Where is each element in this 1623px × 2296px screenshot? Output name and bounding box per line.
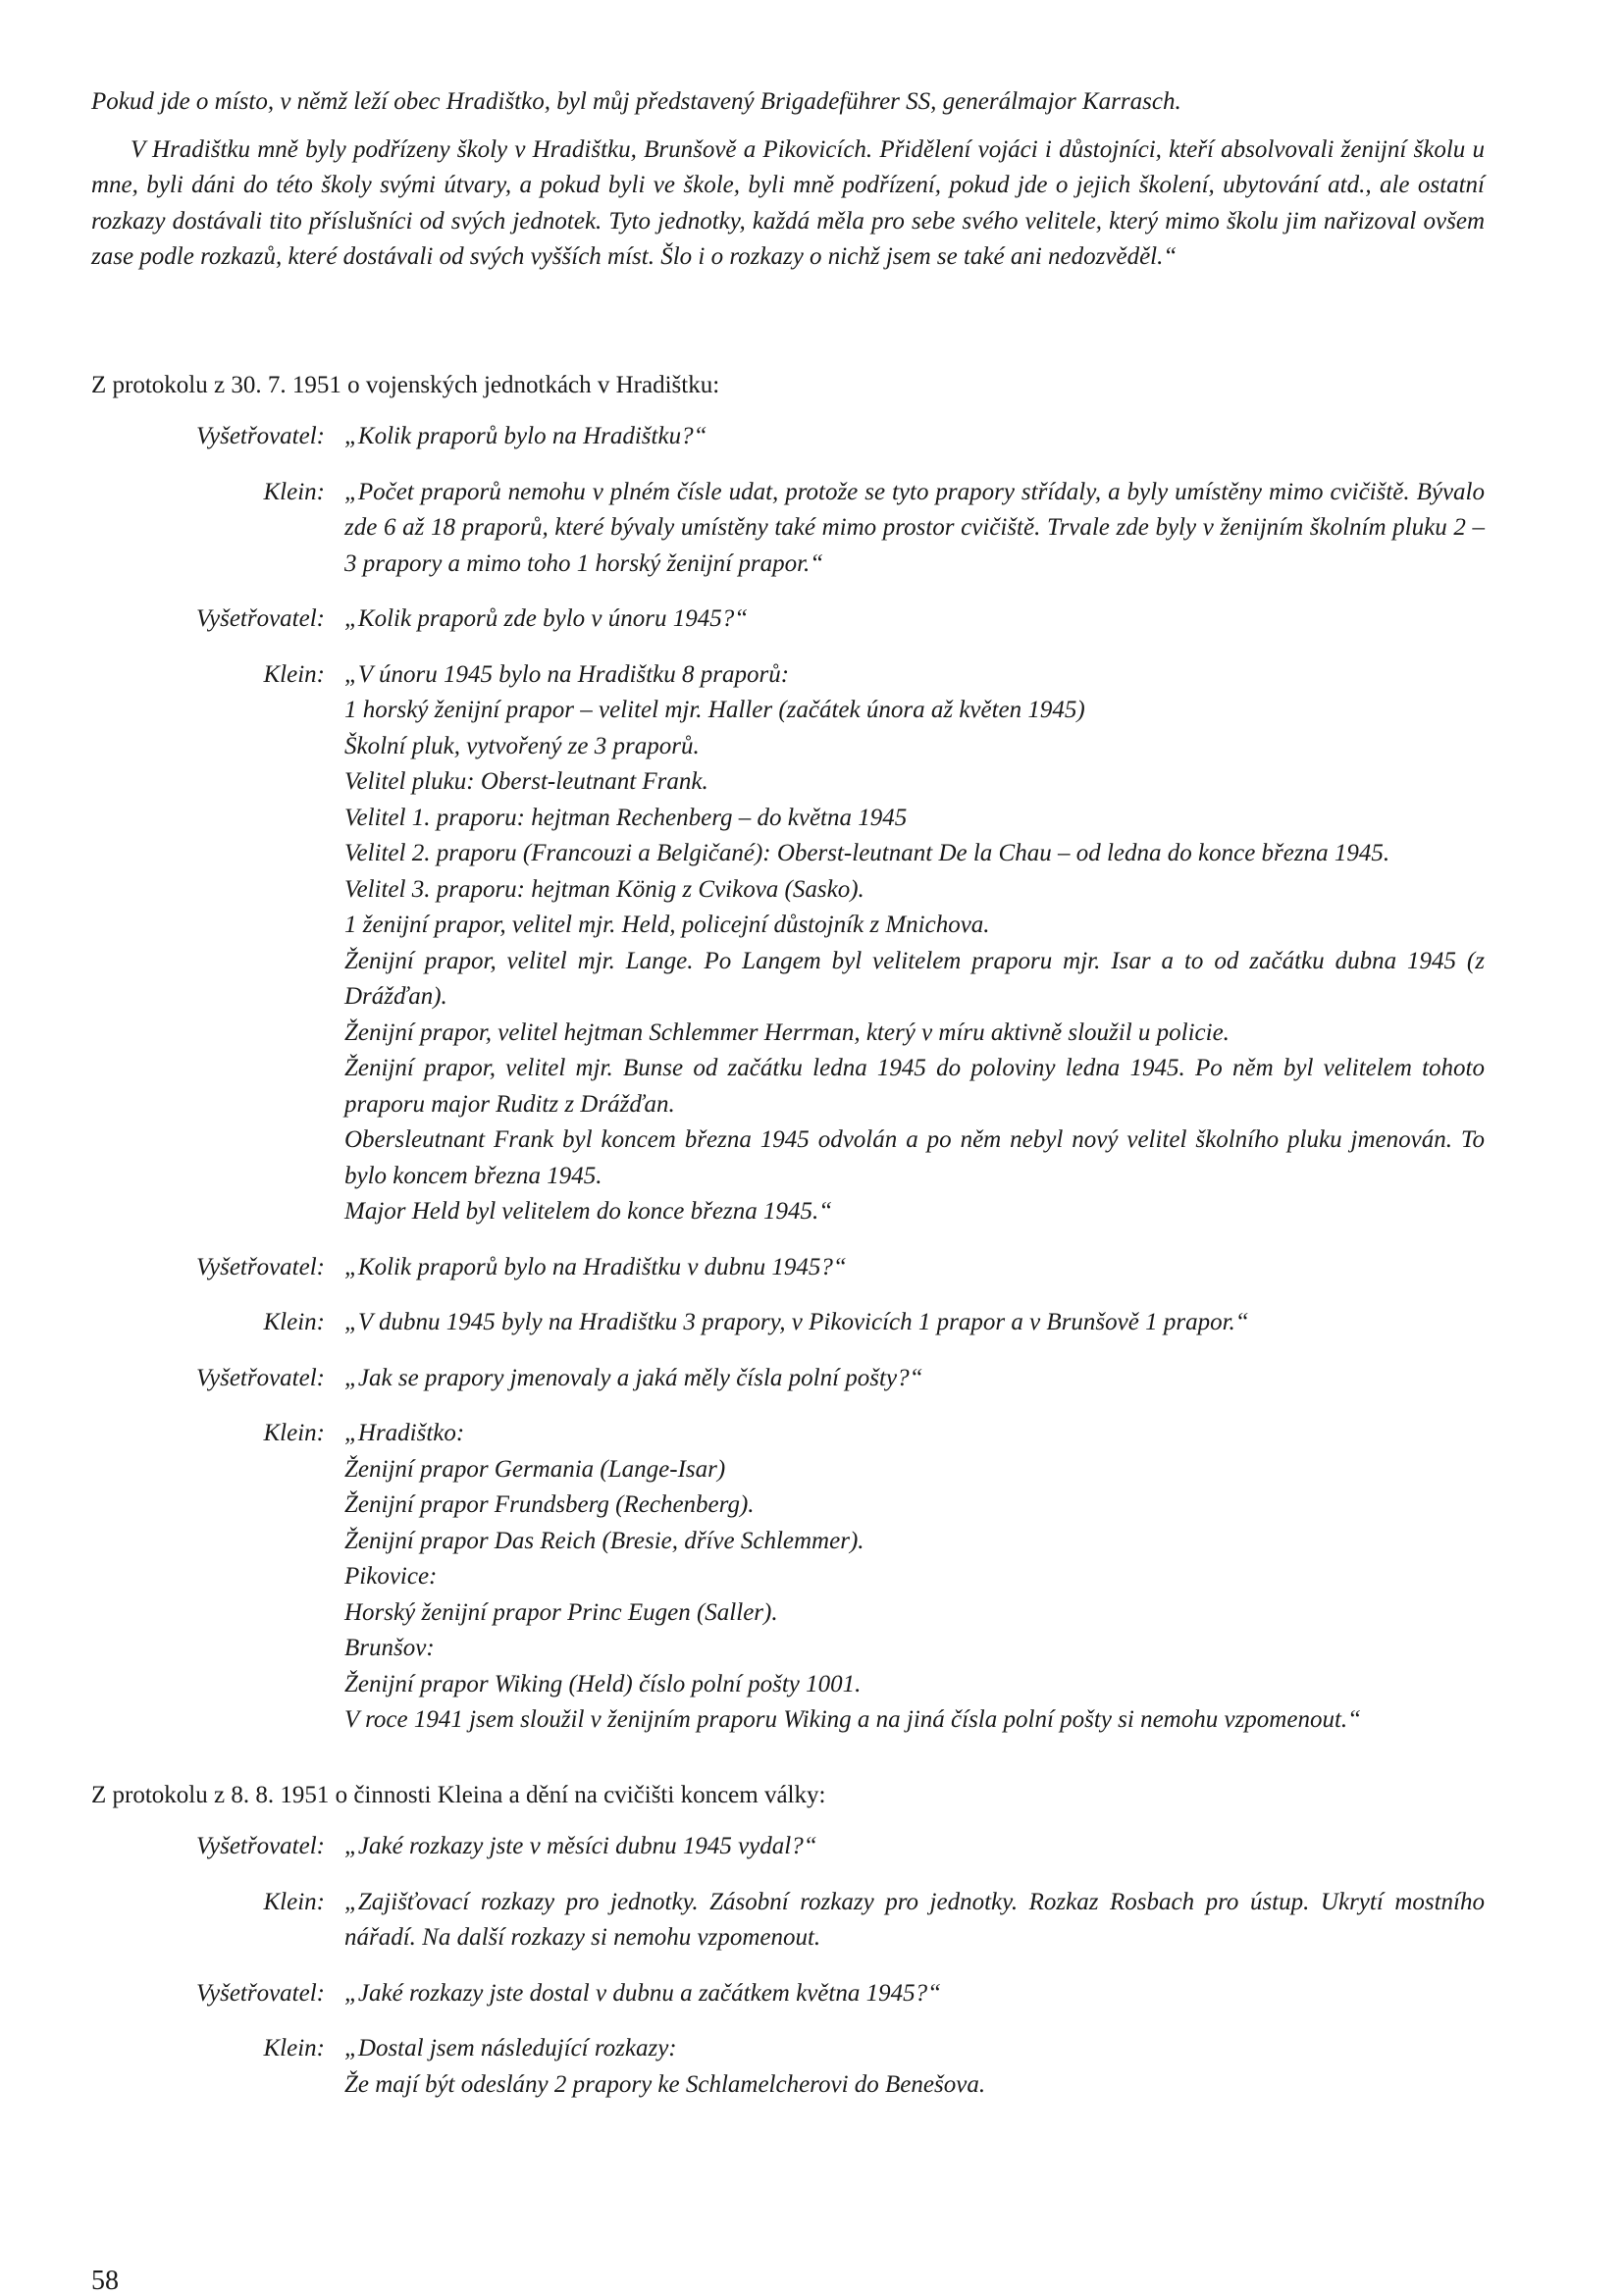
answer-row bbox=[91, 1885, 1485, 1957]
text-line: Ženijní prapor, velitel mjr. Bunse od začátku ledna 1945 do poloviny ledna 1945. Po něm byl velitelem tohoto praporu major Ruditz z Drážďan. bbox=[344, 1055, 1485, 1118]
question-row bbox=[91, 419, 1485, 455]
text-line: Ženijní prapor, velitel hejtman Schlemmer Herrman, který v míru aktivně sloužil u policie. bbox=[344, 1018, 1230, 1046]
text-line: Major Held byl velitelem do konce března 1945.“ bbox=[344, 1198, 833, 1225]
text-line: Ženijní prapor Das Reich (Bresie, dříve Schlemmer). bbox=[344, 1527, 864, 1554]
interrogation-section-1 bbox=[91, 419, 1485, 1739]
text-line: „Jaké rozkazy jste v měsíci dubnu 1945 vydal?“ bbox=[344, 1833, 817, 1859]
text-line: „Dostal jsem následující rozkazy: bbox=[344, 2035, 677, 2061]
text-line: „Kolik praporů zde bylo v únoru 1945?“ bbox=[344, 605, 749, 632]
question-text bbox=[325, 1250, 1485, 1286]
answer-row bbox=[91, 475, 1485, 583]
text-line: Školní pluk, vytvořený ze 3 praporů. bbox=[344, 732, 700, 759]
question-text bbox=[325, 1361, 1485, 1397]
text-line: „Hradištko: bbox=[344, 1420, 465, 1446]
intro-paragraph-2: V Hradištku mně byly podřízeny školy v Hradištku, Brunšově a Pikovicích. Přidělení vojáci i důstojníci, kteří absolvovali ženijní školu u mne, byli dáni do této školy svými útvary, a pokud byli ve škole, byli mně podřízení, pokud jde o jejich školení, ubytování atd., ale ostatní rozkazy dostávali tito příslušníci od svých jednotek. Tyto jednotky, každá měla pro sebe svého velitele, který mimo školu jim nařizoval ovšem zase podle rozkazů, které dostávali od svých vyšších míst. Šlo i o rozkazy o nichž jsem se také ani nedozvěděl.“ bbox=[91, 135, 1485, 270]
text-line: Velitel 3. praporu: hejtman König z Cvikova (Sasko). bbox=[344, 875, 864, 903]
question-text bbox=[325, 601, 1485, 638]
page-number: 58 bbox=[91, 2266, 119, 2296]
respondent-label: Klein: bbox=[263, 2035, 325, 2061]
answer-row bbox=[91, 1305, 1485, 1341]
interrogator-label: Vyšetřovatel: bbox=[196, 1364, 325, 1391]
question-text bbox=[325, 1829, 1485, 1865]
respondent-label: Klein: bbox=[263, 660, 325, 688]
text-line: „Kolik praporů bylo na Hradištku?“ bbox=[344, 423, 707, 449]
interrogation-section-2 bbox=[91, 1829, 1485, 2103]
answer-text bbox=[325, 1416, 1485, 1739]
text-line: „Jak se prapory jmenovaly a jaká měly čísla polní pošty?“ bbox=[344, 1364, 923, 1391]
question-row bbox=[91, 601, 1485, 638]
text-line: Ženijní prapor Wiking (Held) číslo polní pošty 1001. bbox=[344, 1670, 862, 1697]
text-line: Obersleutnant Frank byl koncem března 1945 odvolán a po něm nebyl nový velitel školního pluku jmenován. To bylo koncem března 1945. bbox=[344, 1126, 1485, 1189]
text-line: Brunšov: bbox=[344, 1635, 435, 1661]
text-line: V roce 1941 jsem sloužil v ženijním praporu Wiking a na jiná čísla polní pošty si nemohu vzpomenout.“ bbox=[344, 1706, 1362, 1733]
interrogator-label: Vyšetřovatel: bbox=[196, 605, 325, 632]
answer-text bbox=[325, 1885, 1485, 1957]
interrogator-label: Vyšetřovatel: bbox=[196, 1833, 325, 1859]
answer-text bbox=[325, 475, 1485, 583]
section-heading-1: Z protokolu z 30. 7. 1951 o vojenských jednotkách v Hradištku: bbox=[91, 371, 720, 398]
text-line: Horský ženijní prapor Princ Eugen (Saller). bbox=[344, 1598, 778, 1626]
text-line: „V dubnu 1945 byly na Hradištku 3 prapory, v Pikovicích 1 prapor a v Brunšově 1 prapor.“ bbox=[344, 1309, 1249, 1335]
answer-row bbox=[91, 2031, 1485, 2103]
text-line: „Jaké rozkazy jste dostal v dubnu a začátkem května 1945?“ bbox=[344, 1979, 941, 2007]
text-line: Ženijní prapor Frundsberg (Rechenberg). bbox=[344, 1491, 755, 1518]
question-row bbox=[91, 1976, 1485, 2012]
intro-paragraph-1: Pokud jde o místo, v němž leží obec Hradištko, byl můj představený Brigadeführer SS, generálmajor Karrasch. bbox=[91, 88, 1181, 115]
respondent-label: Klein: bbox=[263, 1309, 325, 1335]
respondent-label: Klein: bbox=[263, 478, 325, 505]
question-text bbox=[325, 419, 1485, 455]
question-text bbox=[325, 1976, 1485, 2012]
text-line: Pikovice: bbox=[344, 1563, 438, 1590]
text-line: „Kolik praporů bylo na Hradištku v dubnu 1945?“ bbox=[344, 1253, 847, 1280]
interrogator-label: Vyšetřovatel: bbox=[196, 423, 325, 449]
text-line: 1 ženijní prapor, velitel mjr. Held, policejní důstojník z Mnichova. bbox=[344, 912, 990, 938]
text-line: „Počet praporů nemohu v plném čísle udat, protože se tyto prapory střídaly, a byly umístěny mimo cvičiště. Bývalo zde 6 až 18 praporů, které bývaly umístěny také mimo prostor cvičiště. Trvale zde byly v ženijním školním pluku 2 – 3 prapory a mimo toho 1 horský ženijní prapor.“ bbox=[344, 478, 1485, 577]
text-line: „Zajišťovací rozkazy pro jednotky. Zásobní rozkazy pro jednotky. Rozkaz Rosbach pro ústup. Ukrytí mostního nářadí. Na další rozkazy si nemohu vzpomenout. bbox=[344, 1888, 1485, 1951]
interrogator-label: Vyšetřovatel: bbox=[196, 1979, 325, 2007]
question-row bbox=[91, 1829, 1485, 1865]
answer-text bbox=[325, 2031, 1485, 2103]
text-line: Ženijní prapor, velitel mjr. Lange. Po Langem byl velitelem praporu mjr. Isar a to od začátku dubna 1945 (z Drážďan). bbox=[344, 947, 1485, 1010]
answer-text bbox=[325, 1305, 1485, 1341]
section-heading-2: Z protokolu z 8. 8. 1951 o činnosti Kleina a dění na cvičišti koncem války: bbox=[91, 1781, 826, 1808]
text-line: Velitel 1. praporu: hejtman Rechenberg – do května 1945 bbox=[344, 804, 908, 831]
document-page bbox=[91, 84, 1485, 2122]
answer-text bbox=[325, 657, 1485, 1230]
question-row bbox=[91, 1361, 1485, 1397]
interrogator-label: Vyšetřovatel: bbox=[196, 1253, 325, 1280]
text-line: 1 horský ženijní prapor – velitel mjr. Haller (začátek února až květen 1945) bbox=[344, 697, 1085, 723]
text-line: Ženijní prapor Germania (Lange-Isar) bbox=[344, 1455, 726, 1483]
respondent-label: Klein: bbox=[263, 1888, 325, 1915]
text-line: Velitel pluku: Oberst-leutnant Frank. bbox=[344, 768, 708, 795]
text-line: Že mají být odeslány 2 prapory ke Schlamelcherovi do Benešova. bbox=[344, 2070, 986, 2098]
respondent-label: Klein: bbox=[263, 1420, 325, 1446]
text-line: „V únoru 1945 bylo na Hradištku 8 praporů: bbox=[344, 660, 790, 688]
question-row bbox=[91, 1250, 1485, 1286]
text-line: Velitel 2. praporu (Francouzi a Belgičané): Oberst-leutnant De la Chau – od ledna do konce března 1945. bbox=[344, 840, 1390, 866]
answer-row bbox=[91, 657, 1485, 1230]
answer-row bbox=[91, 1416, 1485, 1739]
